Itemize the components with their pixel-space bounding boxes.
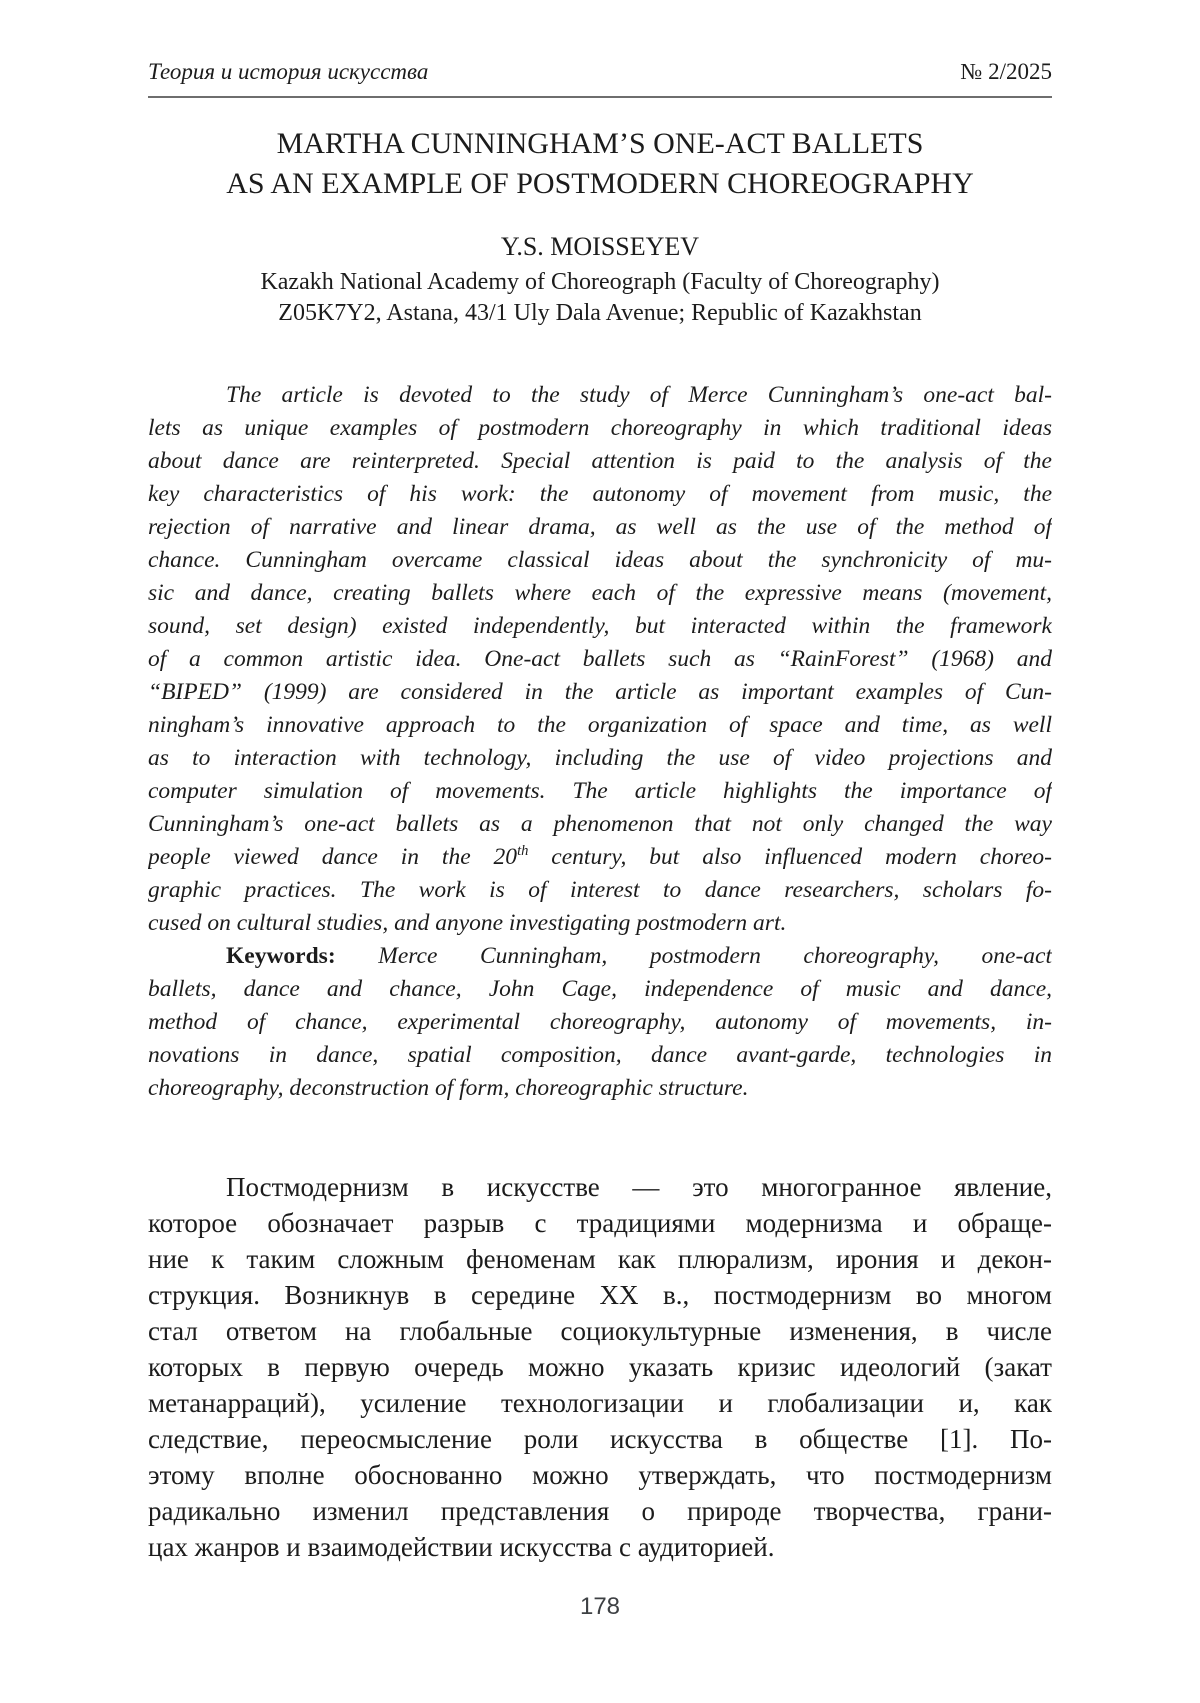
- body-text-line: стал ответом на глобальные социокультурные изменения, в числе: [148, 1316, 1052, 1346]
- page-header: [148, 58, 1052, 98]
- body-text-line: которых в первую очередь можно указать кризис идеологий (закат: [148, 1352, 1052, 1382]
- issue-number: № 2/2025: [960, 59, 1052, 84]
- affiliation-line: Kazakh National Academy of Choreograph (Faculty of Choreography): [260, 269, 940, 295]
- body-text-line: радикально изменил представления о природе творчества, грани-: [148, 1496, 1052, 1526]
- abstract-line: sound, set design) existed independently, but interacted within the framework: [148, 613, 1052, 639]
- journal-section-title: Теория и история искусства: [148, 59, 429, 84]
- affiliation-line: Z05K7Y2, Astana, 43/1 Uly Dala Avenue; Republic of Kazakhstan: [278, 300, 922, 326]
- abstract-paragraph: [148, 379, 1052, 940]
- body-text-line: Постмодернизм в искусстве — это многогранное явление,: [226, 1172, 1052, 1202]
- page-number: 178: [579, 1593, 621, 1620]
- abstract-line: The article is devoted to the study of Merce Cunningham’s one-act bal-: [226, 382, 1052, 408]
- abstract-line: computer simulation of movements. The article highlights the importance of: [148, 778, 1052, 804]
- body-text-line: ние к таким сложным феноменам как плюрализм, ирония и декон-: [148, 1244, 1052, 1274]
- abstract-line: lets as unique examples of postmodern choreography in which traditional ideas: [148, 415, 1052, 441]
- keywords-label: Keywords:: [226, 943, 336, 969]
- abstract-line: ningham’s innovative approach to the organization of space and time, as well: [148, 712, 1052, 738]
- author-affiliation: [148, 267, 1052, 329]
- abstract-line: key characteristics of his work: the autonomy of movement from music, the: [148, 481, 1052, 507]
- article-title: [148, 124, 1052, 204]
- article-title-line: AS AN EXAMPLE OF POSTMODERN CHOREOGRAPHY: [226, 167, 974, 200]
- abstract-line: people viewed dance in the 20th century, but also influenced modern choreo-: [148, 843, 1052, 870]
- author-name: Y.S. MOISSEYEV: [500, 232, 700, 261]
- article-title-line: MARTHA CUNNINGHAM’S ONE-ACT BALLETS: [276, 127, 924, 160]
- keywords-line: Keywords: Merce Cunningham, postmodern choreography, one-act: [226, 943, 1052, 969]
- body-text-line: струкция. Возникнув в середине XX в., постмодернизм во многом: [148, 1280, 1052, 1310]
- keywords-line: method of chance, experimental choreography, autonomy of movements, in-: [148, 1009, 1052, 1035]
- keywords-line: ballets, dance and chance, John Cage, independence of music and dance,: [148, 976, 1052, 1002]
- abstract-line: rejection of narrative and linear drama, as well as the use of the method of: [148, 514, 1052, 540]
- keywords-paragraph: [148, 940, 1052, 1105]
- body-paragraph-russian: [148, 1169, 1052, 1565]
- body-text-line: цах жанров и взаимодействии искусства с аудиторией.: [148, 1532, 775, 1562]
- keywords-line: choreography, deconstruction of form, choreographic structure.: [148, 1075, 749, 1101]
- abstract-line: “BIPED” (1999) are considered in the article as important examples of Cun-: [148, 679, 1052, 705]
- abstract-line: graphic practices. The work is of interest to dance researchers, scholars fo-: [148, 877, 1052, 903]
- abstract-line: sic and dance, creating ballets where each of the expressive means (movement,: [148, 580, 1052, 606]
- abstract-line: Cunningham’s one-act ballets as a phenomenon that not only changed the way: [148, 811, 1052, 837]
- body-text-line: этому вполне обоснованно можно утверждать, что постмодернизм: [148, 1460, 1052, 1490]
- abstract-line: about dance are reinterpreted. Special attention is paid to the analysis of the: [148, 448, 1052, 474]
- keywords-line: novations in dance, spatial composition, dance avant-garde, technologies in: [148, 1042, 1052, 1068]
- abstract-line: chance. Cunningham overcame classical ideas about the synchronicity of mu-: [148, 547, 1052, 573]
- abstract-line: as to interaction with technology, including the use of video projections and: [148, 745, 1052, 771]
- body-text-line: следствие, переосмысление роли искусства в обществе [1]. По-: [148, 1424, 1052, 1454]
- abstract-line: cused on cultural studies, and anyone investigating postmodern art.: [148, 910, 787, 936]
- abstract-line: of a common artistic idea. One-act ballets such as “RainForest” (1968) and: [148, 646, 1052, 672]
- body-text-line: которое обозначает разрыв с традициями модернизма и обраще-: [148, 1208, 1052, 1238]
- body-text-line: метанарраций), усиление технологизации и глобализации и, как: [148, 1388, 1052, 1418]
